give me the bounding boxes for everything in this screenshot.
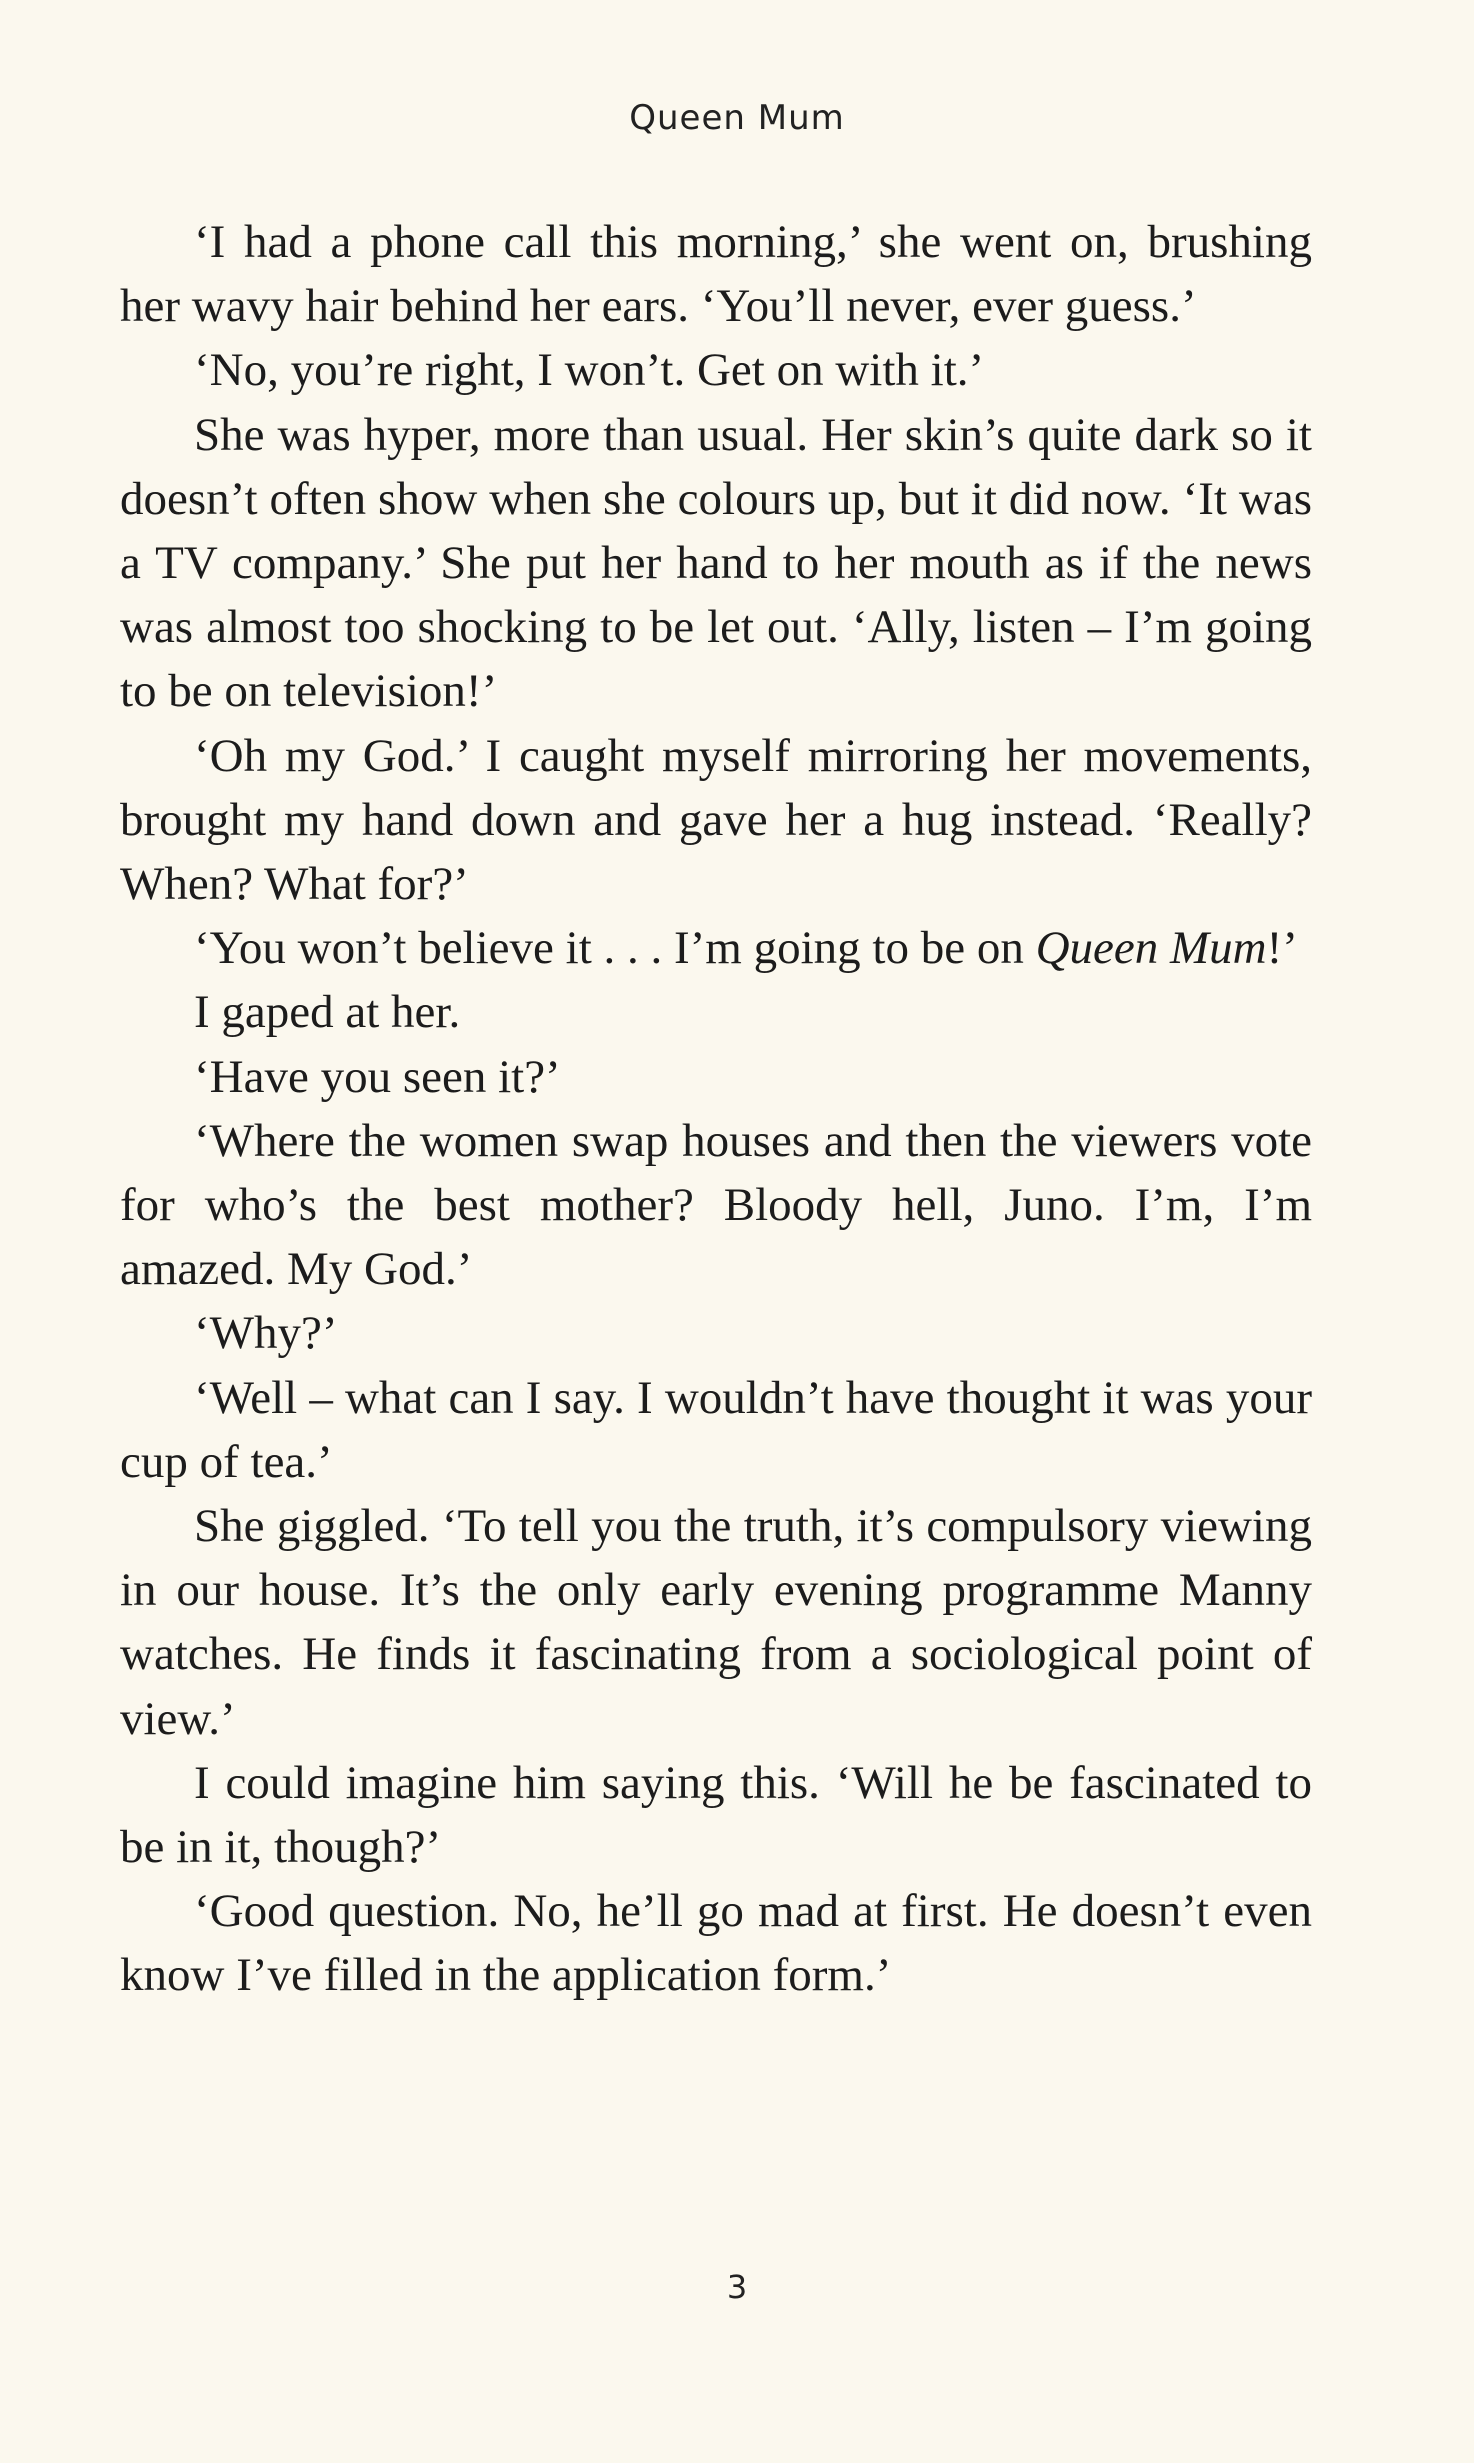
running-head: Queen Mum bbox=[629, 98, 845, 138]
paragraph: ‘Where the women swap houses and then the viewers vote for who’s the best mother? Bloody hell, Juno. I’m, I’m amazed. My God.’ bbox=[120, 1114, 1312, 1296]
paragraph: ‘Oh my God.’ I caught myself mirroring her movements, brought my hand down and gave her a hug instead. ‘Really? When? What for?’ bbox=[120, 729, 1312, 911]
paragraph: ‘Have you seen it?’ bbox=[194, 1050, 561, 1103]
paragraph: She was hyper, more than usual. Her skin’s quite dark so it doesn’t often show when she colours up, but it did now. ‘It was a TV company.’ She put her hand to her mouth as if the news was almost too shocking to be let out. ‘Ally, listen – I’m going to be on television!’ bbox=[120, 408, 1312, 718]
paragraph: ‘No, you’re right, I won’t. Get on with it.’ bbox=[194, 344, 985, 397]
paragraph-text: !’ bbox=[1266, 922, 1298, 975]
paragraph: ‘I had a phone call this morning,’ she went on, brushing her wavy hair behind her ears. ‘You’ll never, ever guess.’ bbox=[120, 216, 1312, 333]
paragraph: I gaped at her. bbox=[194, 986, 461, 1039]
paragraph-text: ‘You won’t believe it . . . I’m going to be on bbox=[194, 922, 1036, 975]
paragraph: ‘Well – what can I say. I wouldn’t have thought it was your cup of tea.’ bbox=[120, 1371, 1312, 1488]
body-text bbox=[120, 210, 1312, 2008]
page-number: 3 bbox=[726, 2268, 748, 2306]
paragraph: She giggled. ‘To tell you the truth, it’s compulsory viewing in our house. It’s the only early evening programme Manny watches. He finds it fascinating from a sociological point of view.’ bbox=[120, 1500, 1312, 1745]
paragraph bbox=[120, 916, 1312, 980]
show-title-italic: Queen Mum bbox=[1035, 922, 1267, 975]
paragraph: I could imagine him saying this. ‘Will he be fascinated to be in it, though?’ bbox=[120, 1756, 1312, 1874]
paragraph: ‘Good question. No, he’ll go mad at first. He doesn’t even know I’ve filled in the application form.’ bbox=[120, 1885, 1312, 2002]
paragraph: ‘Why?’ bbox=[194, 1307, 338, 1360]
